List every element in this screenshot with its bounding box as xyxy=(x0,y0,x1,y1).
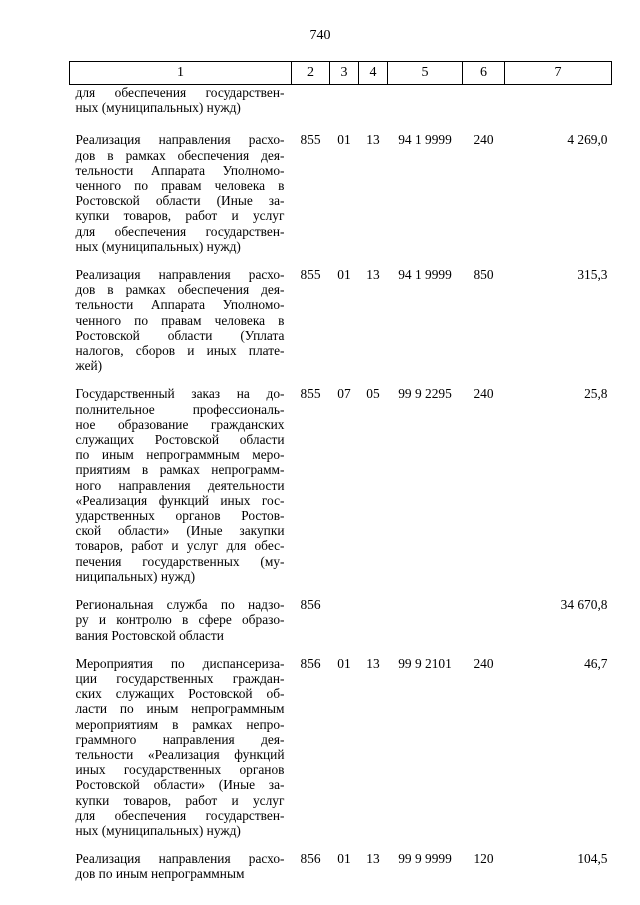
expense-name-line: иных государственных органов xyxy=(75,762,285,778)
expense-name-line: Ростовской области (Иные за- xyxy=(75,193,285,209)
expense-name-line: ченного по правам человека в xyxy=(75,178,285,194)
expense-name-line: тельности Аппарата Уполномо- xyxy=(75,162,285,178)
column-header: 7 xyxy=(505,62,612,85)
table-body xyxy=(70,85,612,895)
column-header: 3 xyxy=(330,62,359,85)
page-number: 740 xyxy=(309,28,331,43)
subsection-code-cell: 13 xyxy=(366,851,380,867)
expense-type-cell: 240 xyxy=(473,655,494,671)
expense-name-line: купки товаров, работ и услуг xyxy=(75,792,285,808)
expense-name-line: дов по иным непрограммным xyxy=(75,866,245,882)
column-header: 5 xyxy=(388,62,463,85)
subsection-code-cell xyxy=(359,85,388,133)
target-article-cell xyxy=(388,85,463,133)
target-article-cell xyxy=(388,597,463,656)
ministry-code-cell: 855 xyxy=(300,267,321,283)
expense-name-line: для обеспечения государствен- xyxy=(75,807,285,823)
expense-name-line: дов в рамках обеспечения дея- xyxy=(75,282,285,298)
amount-cell: 34 670,8 xyxy=(560,597,608,613)
expense-type-cell: 120 xyxy=(473,851,494,867)
target-article-cell: 99 9 9999 xyxy=(398,851,452,867)
expense-name-cell xyxy=(70,386,292,597)
ministry-code-cell: 856 xyxy=(300,655,321,671)
expense-name-line: полнительное профессиональ- xyxy=(75,401,285,417)
expense-name-cell xyxy=(70,85,292,133)
column-header: 6 xyxy=(463,62,505,85)
expense-name-line: для обеспечения государствен- xyxy=(75,85,285,100)
subsection-code-cell: 13 xyxy=(366,655,380,671)
expense-name-cell xyxy=(70,597,292,656)
expense-type-cell xyxy=(463,85,505,133)
expense-name-line: ченного по правам человека в xyxy=(75,312,285,328)
expense-name-cell xyxy=(70,132,292,267)
amount-cell: 46,7 xyxy=(584,655,608,671)
expense-name-line: по иным непрограммным меро- xyxy=(75,447,285,463)
expense-name-line: вания Ростовской области xyxy=(75,627,224,643)
expense-name-line: Мероприятия по диспансериза- xyxy=(75,655,285,671)
section-code-cell: 01 xyxy=(337,132,351,148)
amount-cell xyxy=(505,85,612,133)
subsection-code-cell xyxy=(359,597,388,656)
expense-name-line: ударственных органов Ростов- xyxy=(75,508,285,524)
expense-name-line: ных (муниципальных) нужд) xyxy=(75,238,241,254)
expense-name-line: ных (муниципальных) нужд) xyxy=(75,822,241,838)
column-header: 4 xyxy=(359,62,388,85)
subsection-code-cell: 13 xyxy=(366,267,380,283)
expense-name-line: ное образование гражданских xyxy=(75,416,285,432)
expense-type-cell: 850 xyxy=(473,267,494,283)
expense-name-line: Реализация направления расхо- xyxy=(75,132,285,148)
section-code-cell: 01 xyxy=(337,851,351,867)
expense-name-line: ниципальных) нужд) xyxy=(75,568,196,584)
expense-name-line: жей) xyxy=(75,358,103,374)
target-article-cell: 94 1 9999 xyxy=(398,132,452,148)
expense-name-line: Реализация направления расхо- xyxy=(75,267,285,283)
expense-name-line: ных (муниципальных) нужд) xyxy=(75,100,241,116)
ministry-code-cell xyxy=(292,85,330,133)
table-row xyxy=(70,656,612,851)
section-code-cell: 07 xyxy=(337,386,351,402)
table-row xyxy=(70,597,612,656)
expense-name-line: граммного направления дея- xyxy=(75,731,285,747)
amount-cell: 315,3 xyxy=(577,267,608,283)
table-row xyxy=(70,132,612,267)
column-header: 2 xyxy=(292,62,330,85)
expense-name-line: ции государственных граждан- xyxy=(75,670,285,686)
ministry-code-cell: 856 xyxy=(300,851,321,867)
table-row xyxy=(70,267,612,386)
expense-name-cell xyxy=(70,267,292,386)
expense-type-cell xyxy=(463,597,505,656)
expense-name-line: ного направления деятельности xyxy=(75,477,285,493)
target-article-cell: 99 9 2101 xyxy=(398,655,452,671)
table-header-row xyxy=(70,62,612,85)
expense-name-line: ских служащих Ростовской об- xyxy=(75,686,285,702)
expense-type-cell: 240 xyxy=(473,132,494,148)
expense-name-line: печения государственных (му- xyxy=(75,553,285,569)
expense-name-line: Региональная служба по надзо- xyxy=(75,597,285,613)
budget-table xyxy=(69,61,612,895)
expense-name-line: ласти по иным непрограммным xyxy=(75,701,285,717)
expense-name-line: служащих Ростовской области xyxy=(75,432,285,448)
table-row xyxy=(70,386,612,597)
expense-name-line: Ростовской области (Уплата xyxy=(75,327,285,343)
table-row xyxy=(70,851,612,894)
expense-name-line: Реализация направления расхо- xyxy=(75,851,285,867)
expense-name-line: дов в рамках обеспечения дея- xyxy=(75,147,285,163)
expense-name-line: товаров, работ и услуг для обес- xyxy=(75,538,285,554)
expense-name-line: для обеспечения государствен- xyxy=(75,223,285,239)
subsection-code-cell: 13 xyxy=(366,132,380,148)
expense-name-cell xyxy=(70,851,292,894)
subsection-code-cell: 05 xyxy=(366,386,380,402)
expense-name-line: ской области» (Иные закупки xyxy=(75,523,285,539)
expense-name-line: «Реализация функций иных гос- xyxy=(75,492,285,508)
expense-name-line: Ростовской области» (Иные за- xyxy=(75,777,285,793)
expense-name-line: мероприятиям в рамках непро- xyxy=(75,716,285,732)
expense-name-line: купки товаров, работ и услуг xyxy=(75,208,285,224)
amount-cell: 4 269,0 xyxy=(567,132,608,148)
section-code-cell: 01 xyxy=(337,267,351,283)
amount-cell: 104,5 xyxy=(577,851,608,867)
ministry-code-cell: 855 xyxy=(300,386,321,402)
expense-name-line: Государственный заказ на до- xyxy=(75,386,285,402)
section-code-cell: 01 xyxy=(337,655,351,671)
expense-name-line: ру и контролю в сфере образо- xyxy=(75,612,285,628)
target-article-cell: 99 9 2295 xyxy=(398,386,452,402)
ministry-code-cell: 855 xyxy=(300,132,321,148)
expense-name-line: тельности «Реализация функций xyxy=(75,746,285,762)
amount-cell: 25,8 xyxy=(584,386,608,402)
expense-name-cell xyxy=(70,656,292,851)
table-row xyxy=(70,85,612,133)
section-code-cell xyxy=(330,85,359,133)
expense-type-cell: 240 xyxy=(473,386,494,402)
expense-name-line: тельности Аппарата Уполномо- xyxy=(75,297,285,313)
section-code-cell xyxy=(330,597,359,656)
ministry-code-cell: 856 xyxy=(300,597,321,613)
expense-name-line: налогов, сборов и иных плате- xyxy=(75,343,285,359)
column-header: 1 xyxy=(70,62,292,85)
target-article-cell: 94 1 9999 xyxy=(398,267,452,283)
expense-name-line: приятиям в рамках непрограмм- xyxy=(75,462,285,478)
